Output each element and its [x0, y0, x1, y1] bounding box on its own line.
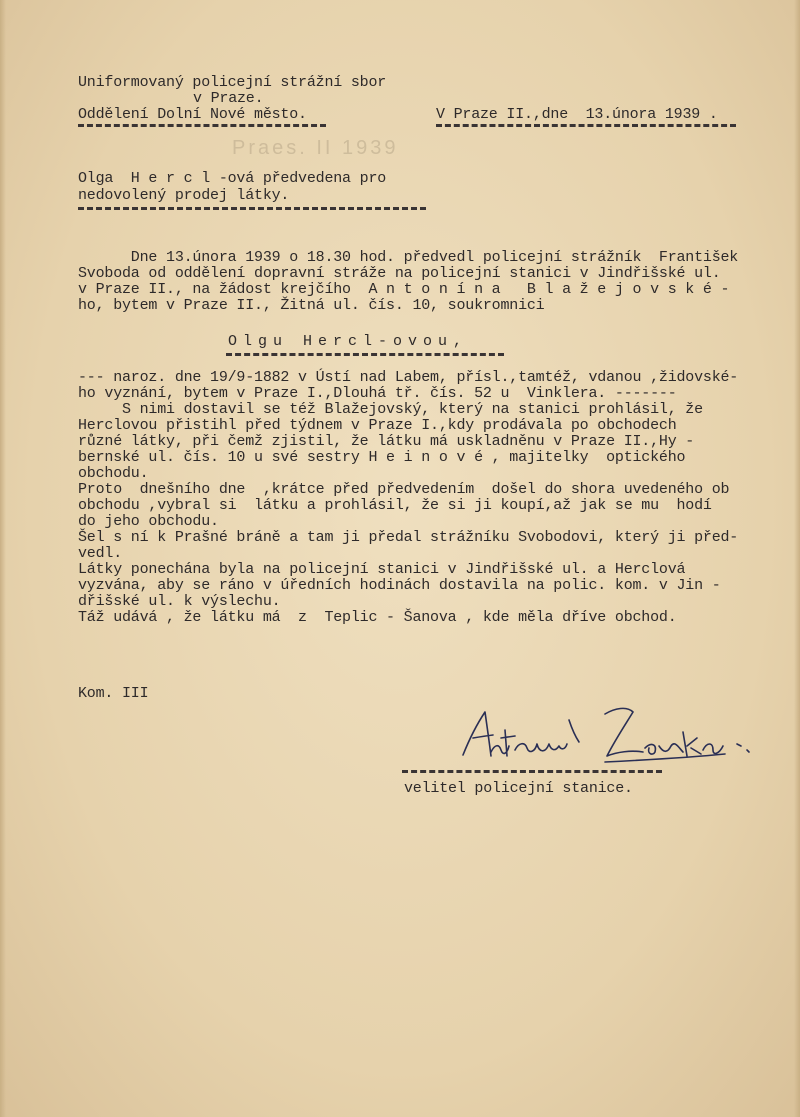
body-line: Šel s ní k Prašné bráně a tam ji předal strážníku Svobodovi, který ji před- — [78, 529, 739, 546]
date-underline — [436, 124, 736, 127]
body-line: Proto dnešního dne ,krátce před předvedením došel do shora uvedeného ob — [78, 481, 730, 498]
commissariat-reference: Kom. III — [78, 685, 149, 702]
name-underline — [226, 353, 504, 356]
organization-name: Uniformovaný policejní strážní sbor — [78, 74, 387, 91]
intro-line: Dne 13.února 1939 o 18.30 hod. předvedl policejní strážník František — [78, 249, 739, 266]
faded-stamp: Praes. II 1939 — [232, 137, 399, 159]
body-line: obchodu ,vybral si látku a prohlásil, že si ji koupí,až jak se mu hodí — [78, 497, 712, 514]
handwritten-signature — [455, 700, 755, 772]
body-line: Táž udává , že látku má z Teplic - Šanova , kde měla dříve obchod. — [78, 609, 677, 626]
intro-line: v Praze II., na žádost krejčího A n t o n í n a B l a ž e j o v s k é - — [78, 281, 730, 298]
subject-line-2: nedovolený prodej látky. — [78, 187, 290, 204]
subject-line-1: Olga H e r c l -ová předvedena pro — [78, 170, 387, 187]
signature-underline — [402, 770, 662, 773]
header-underline — [78, 124, 326, 127]
body-line: dřišské ul. k výslechu. — [78, 593, 281, 610]
signer-role: velitel policejní stanice. — [404, 780, 633, 797]
body-line: bernské ul. čís. 10 u své sestry H e i n o v é , majitelky optického — [78, 449, 686, 466]
document-date: V Praze II.,dne 13.února 1939 . — [436, 106, 718, 123]
intro-line: ho, bytem v Praze II., Žitná ul. čís. 10, soukromnici — [78, 297, 545, 314]
organization-city: v Praze. — [193, 90, 264, 107]
subject-underline — [78, 207, 426, 210]
body-line: vedl. — [78, 545, 123, 562]
body-line: různé látky, při čemž zjistil, že látku má uskladněnu v Praze II.,Hy - — [78, 433, 695, 450]
body-line: vyzvána, aby se ráno v úředních hodinách dostavila na polic. kom. v Jin - — [78, 577, 721, 594]
body-line: Herclovou přistihl před týdnem v Praze I.,kdy prodávala po obchodech — [78, 417, 677, 434]
body-line: obchodu. — [78, 465, 149, 482]
person-name-heading: Olgu Hercl-ovou, — [228, 333, 469, 350]
paper-edge-right — [794, 0, 800, 1117]
department-name: Oddělení Dolní Nové město. — [78, 106, 307, 123]
paper-edge-left — [0, 0, 6, 1117]
body-line: ho vyznání, bytem v Praze I.,Dlouhá tř. čís. 52 u Vinklera. ------- — [78, 385, 677, 402]
body-line: Látky ponechána byla na policejní stanici v Jindřišské ul. a Herclová — [78, 561, 686, 578]
body-line: S nimi dostavil se též Blažejovský, který na stanici prohlásil, že — [78, 401, 703, 418]
intro-line: Svoboda od oddělení dopravní stráže na policejní stanici v Jindřišské ul. — [78, 265, 721, 282]
body-line: do jeho obchodu. — [78, 513, 219, 530]
body-line: --- naroz. dne 19/9-1882 v Ústí nad Labem, přísl.,tamtéž, vdanou ,židovské- — [78, 369, 739, 386]
